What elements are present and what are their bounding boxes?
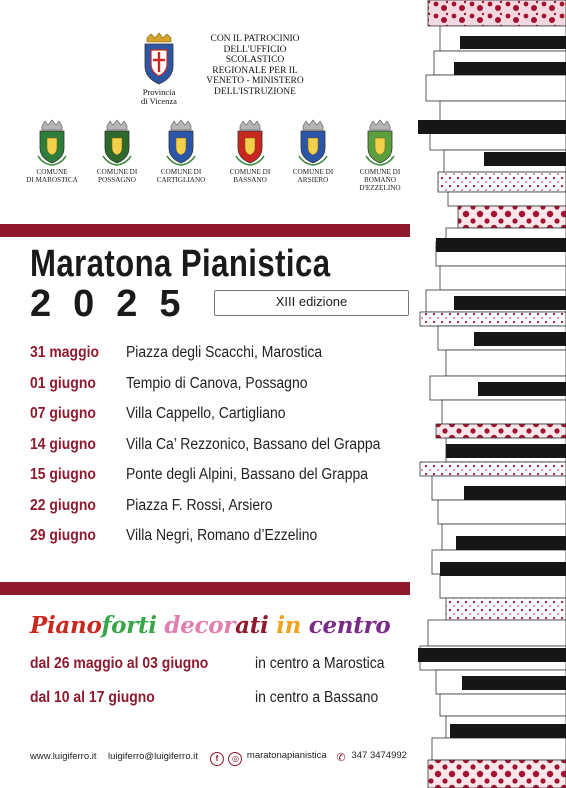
black-key [450,724,566,738]
municipality-crest [219,118,281,184]
schedule-place: Tempio di Canova, Possagno [126,374,308,392]
black-key [454,62,566,75]
decorated-title-word: in [276,612,309,639]
black-key [474,332,566,346]
instagram-icon: ◎ [228,752,242,766]
coat-of-arms-icon [164,118,198,166]
black-key [464,486,566,500]
coat-of-arms-icon [100,118,134,166]
footer-phone-number: 347 3474992 [351,750,407,761]
phone-icon: ✆ [336,752,346,764]
municipality-crest [349,118,411,192]
decorated-place: in centro a Marostica [255,655,385,672]
coat-of-arms-icon [35,118,69,166]
footer-social[interactable] [210,748,327,766]
municipality-label: COMUNE DI ROMANO D'EZZELINO [359,168,401,192]
white-key [428,0,566,26]
black-key [446,444,566,458]
schedule-date: 29 giugno [30,527,96,544]
schedule-date: 31 maggio [30,344,100,361]
schedule-place: Ponte degli Alpini, Bassano del Grappa [126,466,368,483]
municipality-label: COMUNE DI BASSANO [229,168,271,184]
patronage-text: CON IL PATROCINIO DELL'UFFICIO SCOLASTICO REGIONALE PER IL VENETO - MINISTERO DELL'ISTRUZIONE [206,34,304,97]
white-key [438,172,566,192]
schedule-date: 07 giugno [30,405,96,422]
decorated-title-word: decor [164,612,236,639]
coat-of-arms-icon [363,118,397,166]
schedule-place: Piazza degli Scacchi, Marostica [126,344,323,361]
decorated-title-word: Piano [30,612,102,639]
top-divider-bar [0,224,410,237]
black-key [440,562,566,576]
municipality-crest [86,118,148,184]
white-key [440,694,566,716]
white-key [432,738,566,760]
white-key [438,500,566,524]
municipality-label: COMUNE DI ARSIERO [292,168,334,184]
black-key [478,382,566,396]
municipality-crest [282,118,344,184]
white-key [440,266,566,290]
black-key [454,296,566,310]
municipality-label: COMUNE DI MAROSTICA [26,168,78,184]
municipality-crest [150,118,212,184]
footer-website[interactable]: www.luigiferro.it [30,751,97,762]
black-key [460,36,566,49]
black-key [418,648,566,662]
white-key [458,206,566,228]
schedule-date: 01 giugno [30,374,96,392]
coat-of-arms-icon [233,118,267,166]
footer-phone[interactable] [335,748,407,766]
schedule-place: Villa Negri, Romano d’Ezzelino [126,527,318,544]
decorated-title-word: forti [101,612,165,639]
province-crest-icon [141,32,177,88]
province-label: Provincia di Vicenza [141,87,177,106]
white-key [420,462,566,476]
footer-social-handle: maratonapianistica [246,750,327,761]
province-crest [128,32,190,106]
bottom-divider-bar [0,582,410,595]
event-title: Maratona Pianistica [30,243,331,285]
black-key [418,120,566,134]
white-key [448,192,566,206]
white-key [426,75,566,101]
schedule-date: 15 giugno [30,466,96,483]
coat-of-arms-icon [296,118,330,166]
schedule-date: 14 giugno [30,435,96,453]
municipality-label: COMUNE DI CARTIGLIANO [156,168,206,184]
black-key [436,238,566,252]
decorated-date: dal 10 al 17 giugno [30,689,155,706]
decorated-pianos-title [30,612,390,639]
decorated-place: in centro a Bassano [255,689,379,706]
white-key [446,598,566,620]
event-year: 2025 [30,283,203,325]
white-key [446,350,566,376]
schedule-place: Villa Cappello, Cartigliano [126,405,286,422]
schedule-date: 22 giugno [30,496,96,514]
white-key [428,620,566,646]
decorated-title-word: centro [308,612,391,639]
white-key [420,312,566,326]
edition-box: XIII edizione [214,290,409,316]
black-key [484,152,566,166]
black-key [456,536,566,550]
decorated-date: dal 26 maggio al 03 giugno [30,655,209,672]
municipality-label: COMUNE DI POSSAGNO [96,168,138,184]
white-key [442,400,566,424]
white-key [436,424,566,438]
schedule-place: Villa Ca’ Rezzonico, Bassano del Grappa [126,435,381,453]
white-key [428,760,566,788]
decorated-title-word: ati [235,612,277,639]
schedule-place: Piazza F. Rossi, Arsiero [126,496,273,514]
footer-email[interactable]: luigiferro@luigiferro.it [108,751,198,762]
white-key [440,574,566,598]
municipality-crest [21,118,83,184]
black-key [462,676,566,690]
facebook-icon: f [210,752,224,766]
